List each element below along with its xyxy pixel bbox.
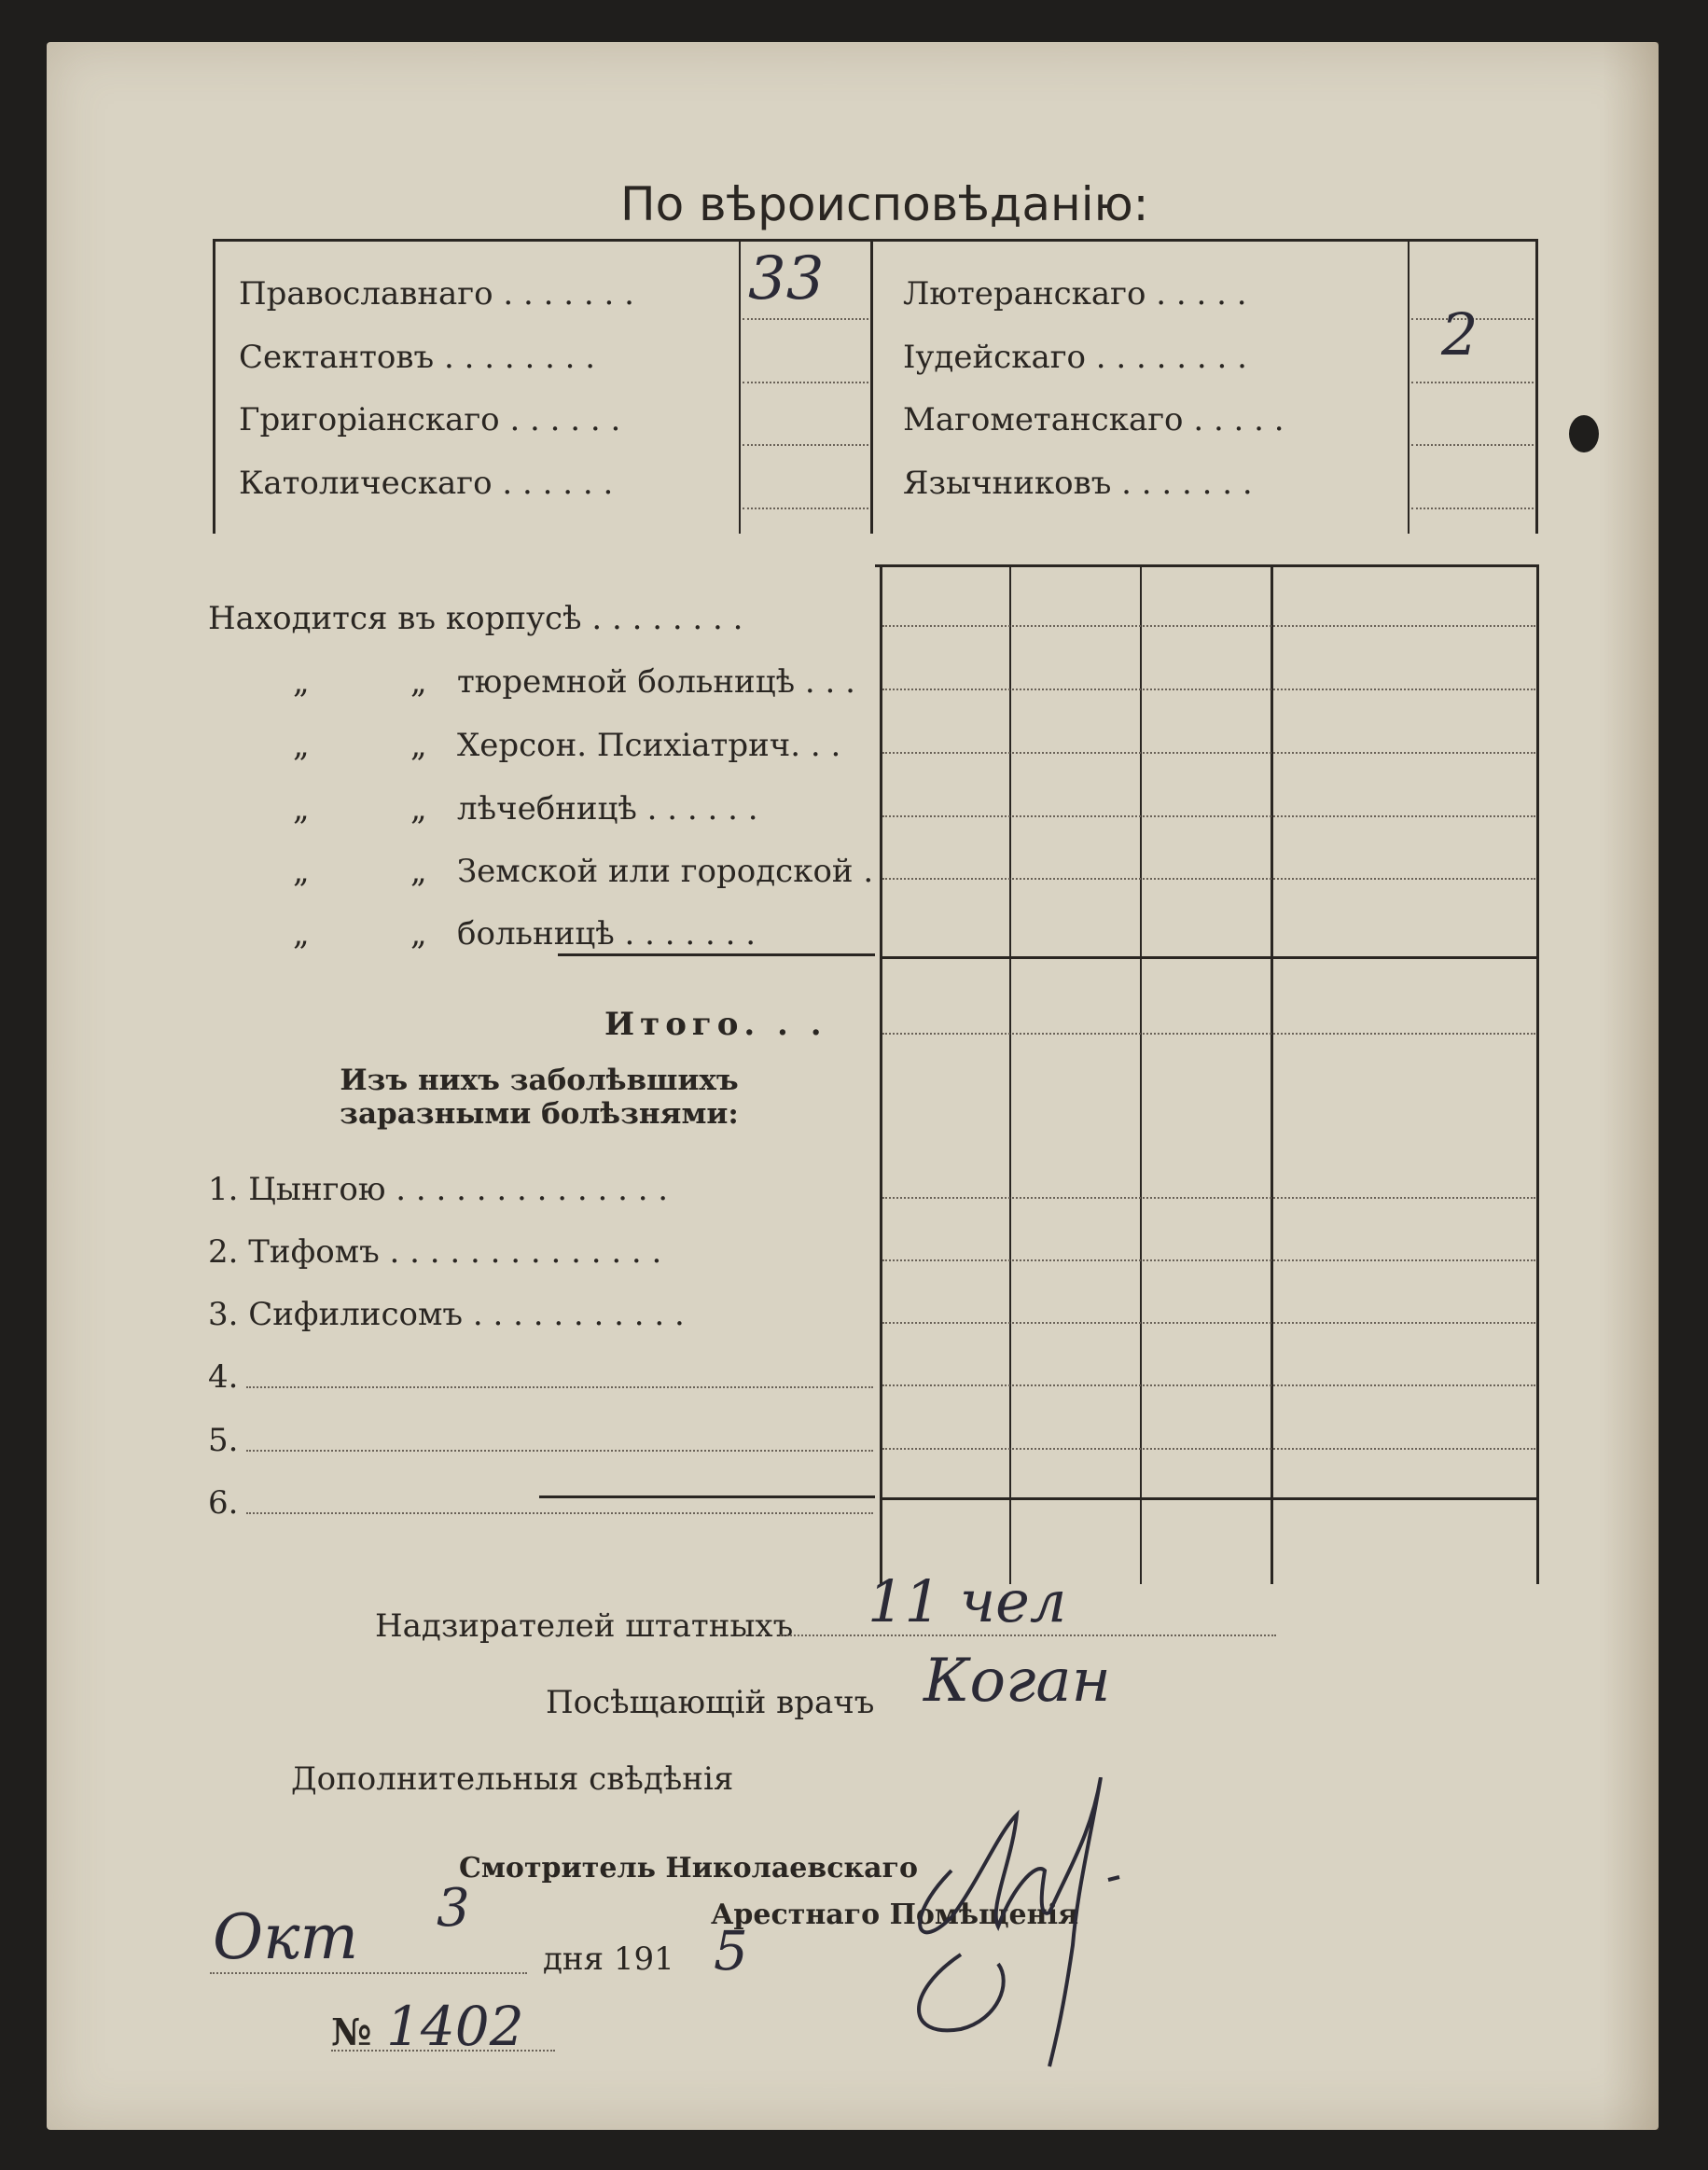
location-quote-a-4: „ [293,790,310,828]
form-title: По вѣроисповѣданію: [620,177,1149,231]
date-label: дня 191 [543,1940,674,1978]
doctor-value: Коган [923,1647,1111,1716]
subtotal-rule-grid [882,956,1537,959]
religion-right-label-1: Лютеранскаго . . . . . [903,275,1247,313]
location-quote-a-2: „ [293,663,310,701]
grid-row-line-5 [882,878,1535,880]
grid-disease-line-2 [882,1259,1535,1261]
religion-left-value-line-1 [743,318,868,320]
number-line [331,2050,555,2052]
religion-right-value-line-4 [1411,508,1534,509]
superintendent-line-1: Смотритель Николаевскаго [459,1852,918,1885]
religion-left-label-2: Сектантовъ . . . . . . . . [239,339,596,376]
doctor-label: Посѣщающій врачъ [546,1684,875,1721]
punch-hole [1569,415,1599,452]
stats-col-line-5 [1536,567,1539,1584]
location-quote-a-3: „ [293,727,310,764]
religion-right-label-3: Магометанскаго . . . . . [903,401,1284,438]
grid-row-line-1 [882,625,1535,627]
religion-right-label-2: Іудейскаго . . . . . . . . [903,339,1247,376]
grid-row-line-2 [882,689,1535,690]
date-day: 3 [437,1878,470,1939]
stats-col-line-4 [1271,567,1273,1584]
document-page [47,42,1659,2130]
location-quote-b-2: „ [410,663,427,701]
location-quote-b-3: „ [410,727,427,764]
extra-info-label: Дополнительныя свѣдѣнія [291,1760,734,1798]
location-quote-b-6: „ [410,915,427,953]
number-value: 1402 [386,1995,524,2058]
disease-label-3: 3. Сифилисомъ . . . . . . . . . . . [208,1296,685,1333]
stats-col-line-3 [1140,567,1142,1584]
wardens-value: 11 чел [868,1567,1067,1635]
religion-table-top-border [213,239,1537,242]
diseases-heading: Изъ нихъ заболѣвшихъ заразными болѣзнями: [340,1064,739,1131]
disease-label-5: 5. [208,1422,239,1459]
date-line [210,1972,527,1974]
location-quote-a-5: „ [293,853,310,890]
religion-left-value-line-2 [743,382,868,383]
religion-right-value-2: 2 [1441,300,1479,369]
superintendent-line-2: Арестнаго Помѣщенія [711,1899,1079,1931]
grid-row-line-4 [882,815,1535,817]
religion-left-label-1: Православнаго . . . . . . . [239,275,634,313]
bottom-rule-left [539,1495,875,1498]
religion-left-value-1: 33 [748,244,825,313]
stats-col-line-2 [1009,567,1011,1584]
location-label-2: тюремной больницѣ . . . [457,663,855,701]
grid-disease-line-1 [882,1197,1535,1199]
religion-right-value-line-3 [1411,444,1534,446]
grid-disease-line-4 [882,1384,1535,1386]
religion-table-divider-1 [739,239,741,534]
wardens-label: Надзирателей штатныхъ [375,1607,794,1645]
location-quote-a-6: „ [293,915,310,953]
location-label-1: Находится въ корпусѣ . . . . . . . . [208,600,743,637]
location-label-6: больницѣ . . . . . . . [457,915,757,953]
grid-disease-line-3 [882,1322,1535,1324]
religion-table-right-border [1535,239,1538,534]
grid-total-line [882,1033,1535,1035]
religion-table-left-border [213,239,215,534]
disease-blank-line-4 [246,1386,873,1388]
stats-table-top-border [875,564,1539,567]
disease-label-1: 1. Цынгою . . . . . . . . . . . . . . [208,1171,669,1208]
location-label-4: лѣчебницѣ . . . . . . [457,790,758,828]
religion-right-label-4: Язычниковъ . . . . . . . [903,465,1253,502]
date-month: Окт [213,1901,359,1973]
number-label: № [331,2010,372,2054]
location-label-5: Земской или городской . [457,853,874,890]
superintendent-signature [849,1777,1157,2085]
religion-right-value-line-2 [1411,382,1534,383]
religion-table-divider-3 [1408,239,1409,534]
disease-label-2: 2. Тифомъ . . . . . . . . . . . . . . [208,1233,662,1271]
subtotal-rule-left [558,953,875,956]
date-year-digit: 5 [714,1919,748,1982]
location-quote-b-5: „ [410,853,427,890]
disease-blank-line-5 [246,1450,873,1452]
grid-row-line-3 [882,752,1535,754]
religion-left-label-4: Католическаго . . . . . . [239,465,614,502]
grid-disease-line-5 [882,1448,1535,1450]
disease-label-4: 4. [208,1358,239,1396]
bottom-rule-grid [882,1497,1537,1500]
location-label-3: Херсон. Психіатрич. . . [457,727,841,764]
religion-left-label-3: Григоріанскаго . . . . . . [239,401,621,438]
total-label: Итого. . . [604,1006,827,1043]
religion-left-value-line-3 [743,444,868,446]
disease-label-6: 6. [208,1484,239,1522]
religion-left-value-line-4 [743,508,868,509]
stats-col-line-1 [880,567,882,1584]
religion-table-divider-2 [870,239,873,534]
disease-blank-line-6 [246,1512,873,1514]
location-quote-b-4: „ [410,790,427,828]
